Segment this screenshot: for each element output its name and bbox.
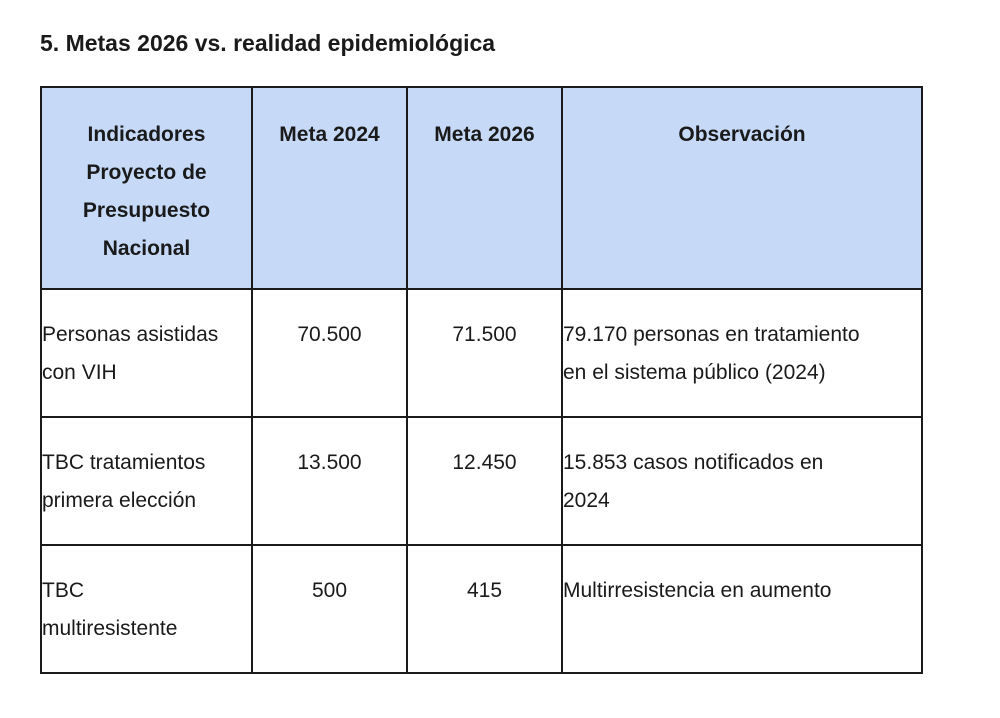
cell-line: Multirresistencia en aumento [563,579,832,602]
cell-line: 15.853 casos notificados en [563,451,824,474]
header-indicators-line: Proyecto de [86,161,207,184]
header-indicators-line: Presupuesto [82,199,211,222]
goals-table [40,86,923,674]
header-observation: Observación [562,87,922,289]
header-indicators-line: Indicadores [87,123,206,146]
cell-meta-2024: 70.500 [252,289,407,417]
cell-line: multiresistente [42,617,178,640]
cell-indicator [41,545,252,673]
header-meta-2026: Meta 2026 [407,87,562,289]
cell-observation [562,289,922,417]
cell-meta-2026: 12.450 [407,417,562,545]
cell-indicator [41,417,252,545]
header-indicators-line: Nacional [102,237,191,260]
cell-line: en el sistema público (2024) [563,361,826,384]
cell-indicator [41,289,252,417]
table-row [41,417,922,545]
cell-meta-2026: 71.500 [407,289,562,417]
cell-line: con VIH [42,361,117,384]
cell-observation [562,545,922,673]
section-heading: 5. Metas 2026 vs. realidad epidemiológica [40,30,496,56]
header-row [41,87,922,289]
cell-observation [562,417,922,545]
table-row [41,545,922,673]
cell-line: primera elección [42,489,197,512]
cell-line: 2024 [563,489,610,512]
cell-meta-2026: 415 [407,545,562,673]
header-indicators [41,87,252,289]
cell-line: 79.170 personas en tratamiento [563,323,860,346]
cell-line: TBC tratamientos [42,451,206,474]
table-row [41,289,922,417]
cell-meta-2024: 13.500 [252,417,407,545]
cell-line: Personas asistidas [42,323,219,346]
cell-line: TBC [42,579,84,602]
header-meta-2024: Meta 2024 [252,87,407,289]
cell-meta-2024: 500 [252,545,407,673]
